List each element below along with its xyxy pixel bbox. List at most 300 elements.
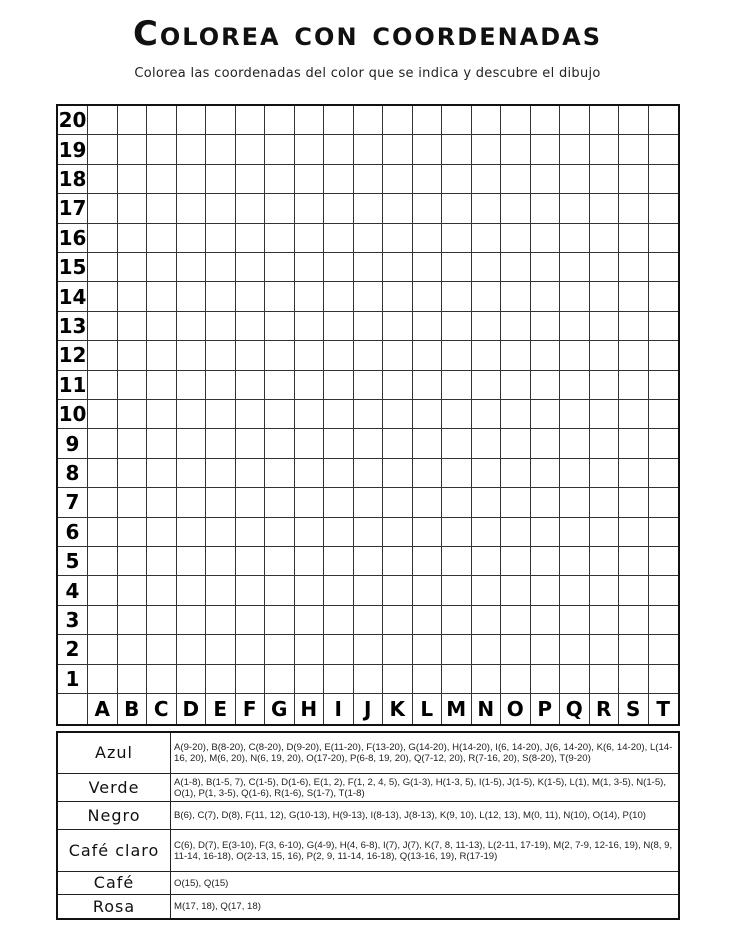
grid-cell[interactable] [619, 488, 649, 517]
grid-cell[interactable] [413, 253, 443, 282]
grid-cell[interactable] [590, 224, 620, 253]
grid-cell[interactable] [206, 635, 236, 664]
grid-cell[interactable] [295, 518, 325, 547]
grid-cell[interactable] [619, 518, 649, 547]
grid-cell[interactable] [560, 665, 590, 694]
grid-cell[interactable] [177, 224, 207, 253]
grid-cell[interactable] [590, 253, 620, 282]
grid-cell[interactable] [413, 606, 443, 635]
grid-cell[interactable] [118, 518, 148, 547]
grid-cell[interactable] [590, 400, 620, 429]
grid-cell[interactable] [118, 106, 148, 135]
grid-cell[interactable] [177, 165, 207, 194]
grid-cell[interactable] [177, 429, 207, 458]
grid-cell[interactable] [649, 635, 679, 664]
grid-cell[interactable] [472, 576, 502, 605]
grid-cell[interactable] [88, 312, 118, 341]
grid-cell[interactable] [88, 488, 118, 517]
grid-cell[interactable] [88, 165, 118, 194]
grid-cell[interactable] [531, 576, 561, 605]
grid-cell[interactable] [531, 165, 561, 194]
grid-cell[interactable] [265, 488, 295, 517]
grid-cell[interactable] [206, 459, 236, 488]
grid-cell[interactable] [236, 312, 266, 341]
grid-cell[interactable] [354, 518, 384, 547]
grid-cell[interactable] [236, 165, 266, 194]
grid-cell[interactable] [236, 459, 266, 488]
grid-cell[interactable] [147, 282, 177, 311]
grid-cell[interactable] [177, 312, 207, 341]
grid-cell[interactable] [354, 488, 384, 517]
grid-cell[interactable] [147, 194, 177, 223]
grid-cell[interactable] [354, 371, 384, 400]
grid-cell[interactable] [442, 429, 472, 458]
grid-cell[interactable] [413, 547, 443, 576]
grid-cell[interactable] [413, 224, 443, 253]
grid-cell[interactable] [177, 576, 207, 605]
grid-cell[interactable] [236, 547, 266, 576]
grid-cell[interactable] [324, 371, 354, 400]
grid-cell[interactable] [265, 165, 295, 194]
grid-cell[interactable] [324, 635, 354, 664]
grid-cell[interactable] [590, 135, 620, 164]
grid-cell[interactable] [560, 400, 590, 429]
grid-cell[interactable] [619, 665, 649, 694]
grid-cell[interactable] [501, 518, 531, 547]
grid-cell[interactable] [383, 547, 413, 576]
grid-cell[interactable] [265, 665, 295, 694]
grid-cell[interactable] [442, 106, 472, 135]
grid-cell[interactable] [206, 253, 236, 282]
grid-cell[interactable] [265, 459, 295, 488]
grid-cell[interactable] [472, 165, 502, 194]
grid-cell[interactable] [590, 341, 620, 370]
grid-cell[interactable] [324, 665, 354, 694]
grid-cell[interactable] [649, 547, 679, 576]
grid-cell[interactable] [88, 459, 118, 488]
grid-cell[interactable] [324, 194, 354, 223]
grid-cell[interactable] [442, 135, 472, 164]
grid-cell[interactable] [442, 518, 472, 547]
grid-cell[interactable] [590, 665, 620, 694]
grid-cell[interactable] [531, 282, 561, 311]
grid-cell[interactable] [649, 518, 679, 547]
grid-cell[interactable] [619, 165, 649, 194]
grid-cell[interactable] [354, 576, 384, 605]
grid-cell[interactable] [649, 606, 679, 635]
grid-cell[interactable] [118, 282, 148, 311]
grid-cell[interactable] [560, 106, 590, 135]
grid-cell[interactable] [383, 194, 413, 223]
grid-cell[interactable] [442, 194, 472, 223]
grid-cell[interactable] [147, 547, 177, 576]
grid-cell[interactable] [354, 312, 384, 341]
grid-cell[interactable] [177, 135, 207, 164]
grid-cell[interactable] [236, 488, 266, 517]
grid-cell[interactable] [295, 459, 325, 488]
grid-cell[interactable] [383, 665, 413, 694]
grid-cell[interactable] [619, 194, 649, 223]
grid-cell[interactable] [147, 518, 177, 547]
grid-cell[interactable] [649, 371, 679, 400]
grid-cell[interactable] [560, 371, 590, 400]
grid-cell[interactable] [531, 429, 561, 458]
grid-cell[interactable] [206, 194, 236, 223]
grid-cell[interactable] [295, 400, 325, 429]
grid-cell[interactable] [295, 576, 325, 605]
grid-cell[interactable] [236, 135, 266, 164]
grid-cell[interactable] [531, 135, 561, 164]
grid-cell[interactable] [619, 547, 649, 576]
grid-cell[interactable] [295, 665, 325, 694]
grid-cell[interactable] [383, 224, 413, 253]
grid-cell[interactable] [619, 635, 649, 664]
grid-cell[interactable] [177, 635, 207, 664]
grid-cell[interactable] [147, 488, 177, 517]
grid-cell[interactable] [501, 194, 531, 223]
grid-cell[interactable] [501, 165, 531, 194]
grid-cell[interactable] [147, 665, 177, 694]
grid-cell[interactable] [383, 400, 413, 429]
grid-cell[interactable] [413, 371, 443, 400]
grid-cell[interactable] [501, 665, 531, 694]
grid-cell[interactable] [295, 429, 325, 458]
grid-cell[interactable] [118, 135, 148, 164]
grid-cell[interactable] [206, 547, 236, 576]
grid-cell[interactable] [354, 429, 384, 458]
grid-cell[interactable] [236, 371, 266, 400]
grid-cell[interactable] [324, 488, 354, 517]
grid-cell[interactable] [442, 165, 472, 194]
grid-cell[interactable] [619, 282, 649, 311]
grid-cell[interactable] [442, 341, 472, 370]
grid-cell[interactable] [619, 400, 649, 429]
grid-cell[interactable] [177, 282, 207, 311]
grid-cell[interactable] [265, 341, 295, 370]
grid-cell[interactable] [295, 224, 325, 253]
grid-cell[interactable] [177, 488, 207, 517]
grid-cell[interactable] [177, 341, 207, 370]
grid-cell[interactable] [265, 400, 295, 429]
grid-cell[interactable] [147, 135, 177, 164]
grid-cell[interactable] [531, 224, 561, 253]
grid-cell[interactable] [531, 606, 561, 635]
grid-cell[interactable] [383, 606, 413, 635]
grid-cell[interactable] [649, 135, 679, 164]
grid-cell[interactable] [206, 606, 236, 635]
grid-cell[interactable] [649, 459, 679, 488]
grid-cell[interactable] [118, 429, 148, 458]
grid-cell[interactable] [472, 224, 502, 253]
grid-cell[interactable] [649, 194, 679, 223]
grid-cell[interactable] [649, 253, 679, 282]
grid-cell[interactable] [501, 400, 531, 429]
grid-cell[interactable] [560, 282, 590, 311]
grid-cell[interactable] [354, 106, 384, 135]
grid-cell[interactable] [531, 194, 561, 223]
grid-cell[interactable] [442, 547, 472, 576]
grid-cell[interactable] [501, 341, 531, 370]
grid-cell[interactable] [531, 488, 561, 517]
grid-cell[interactable] [147, 635, 177, 664]
grid-cell[interactable] [118, 253, 148, 282]
grid-cell[interactable] [88, 606, 118, 635]
grid-cell[interactable] [560, 165, 590, 194]
grid-cell[interactable] [383, 135, 413, 164]
grid-cell[interactable] [206, 312, 236, 341]
grid-cell[interactable] [531, 371, 561, 400]
grid-cell[interactable] [590, 312, 620, 341]
grid-cell[interactable] [147, 106, 177, 135]
grid-cell[interactable] [442, 635, 472, 664]
grid-cell[interactable] [619, 341, 649, 370]
grid-cell[interactable] [88, 194, 118, 223]
grid-cell[interactable] [560, 224, 590, 253]
grid-cell[interactable] [265, 135, 295, 164]
grid-cell[interactable] [147, 459, 177, 488]
grid-cell[interactable] [177, 400, 207, 429]
grid-cell[interactable] [324, 341, 354, 370]
grid-cell[interactable] [354, 547, 384, 576]
grid-cell[interactable] [501, 547, 531, 576]
grid-cell[interactable] [118, 341, 148, 370]
grid-cell[interactable] [590, 106, 620, 135]
grid-cell[interactable] [177, 547, 207, 576]
grid-cell[interactable] [619, 312, 649, 341]
grid-cell[interactable] [324, 312, 354, 341]
grid-cell[interactable] [265, 518, 295, 547]
grid-cell[interactable] [472, 459, 502, 488]
grid-cell[interactable] [265, 312, 295, 341]
grid-cell[interactable] [383, 576, 413, 605]
grid-cell[interactable] [442, 606, 472, 635]
grid-cell[interactable] [590, 576, 620, 605]
grid-cell[interactable] [501, 135, 531, 164]
grid-cell[interactable] [413, 312, 443, 341]
grid-cell[interactable] [354, 665, 384, 694]
grid-cell[interactable] [649, 106, 679, 135]
grid-cell[interactable] [118, 606, 148, 635]
grid-cell[interactable] [354, 165, 384, 194]
grid-cell[interactable] [206, 488, 236, 517]
grid-cell[interactable] [265, 224, 295, 253]
grid-cell[interactable] [590, 429, 620, 458]
grid-cell[interactable] [88, 135, 118, 164]
grid-cell[interactable] [265, 282, 295, 311]
grid-cell[interactable] [472, 665, 502, 694]
grid-cell[interactable] [413, 635, 443, 664]
grid-cell[interactable] [619, 429, 649, 458]
grid-cell[interactable] [383, 312, 413, 341]
grid-cell[interactable] [619, 459, 649, 488]
grid-cell[interactable] [295, 194, 325, 223]
grid-cell[interactable] [354, 606, 384, 635]
grid-cell[interactable] [236, 106, 266, 135]
grid-cell[interactable] [295, 371, 325, 400]
grid-cell[interactable] [501, 312, 531, 341]
grid-cell[interactable] [649, 429, 679, 458]
grid-cell[interactable] [560, 341, 590, 370]
grid-cell[interactable] [88, 371, 118, 400]
grid-cell[interactable] [265, 371, 295, 400]
grid-cell[interactable] [472, 282, 502, 311]
grid-cell[interactable] [147, 400, 177, 429]
grid-cell[interactable] [206, 341, 236, 370]
grid-cell[interactable] [206, 282, 236, 311]
grid-cell[interactable] [649, 488, 679, 517]
grid-cell[interactable] [383, 371, 413, 400]
grid-cell[interactable] [265, 253, 295, 282]
grid-cell[interactable] [560, 547, 590, 576]
grid-cell[interactable] [295, 341, 325, 370]
grid-cell[interactable] [206, 518, 236, 547]
grid-cell[interactable] [118, 547, 148, 576]
grid-cell[interactable] [649, 165, 679, 194]
grid-cell[interactable] [147, 312, 177, 341]
grid-cell[interactable] [413, 518, 443, 547]
grid-cell[interactable] [236, 282, 266, 311]
grid-cell[interactable] [118, 400, 148, 429]
grid-cell[interactable] [560, 194, 590, 223]
grid-cell[interactable] [383, 106, 413, 135]
grid-cell[interactable] [147, 341, 177, 370]
grid-cell[interactable] [206, 224, 236, 253]
grid-cell[interactable] [531, 459, 561, 488]
grid-cell[interactable] [619, 224, 649, 253]
grid-cell[interactable] [383, 488, 413, 517]
grid-cell[interactable] [295, 488, 325, 517]
grid-cell[interactable] [383, 635, 413, 664]
grid-cell[interactable] [472, 341, 502, 370]
grid-cell[interactable] [206, 135, 236, 164]
grid-cell[interactable] [590, 547, 620, 576]
grid-cell[interactable] [118, 665, 148, 694]
grid-cell[interactable] [590, 488, 620, 517]
grid-cell[interactable] [501, 576, 531, 605]
grid-cell[interactable] [619, 253, 649, 282]
grid-cell[interactable] [560, 253, 590, 282]
grid-cell[interactable] [324, 400, 354, 429]
grid-cell[interactable] [472, 106, 502, 135]
grid-cell[interactable] [147, 253, 177, 282]
grid-cell[interactable] [324, 282, 354, 311]
grid-cell[interactable] [236, 194, 266, 223]
grid-cell[interactable] [177, 253, 207, 282]
grid-cell[interactable] [147, 224, 177, 253]
grid-cell[interactable] [501, 606, 531, 635]
grid-cell[interactable] [265, 429, 295, 458]
grid-cell[interactable] [531, 518, 561, 547]
grid-cell[interactable] [324, 106, 354, 135]
grid-cell[interactable] [590, 165, 620, 194]
grid-cell[interactable] [619, 576, 649, 605]
grid-cell[interactable] [649, 341, 679, 370]
grid-cell[interactable] [177, 606, 207, 635]
grid-cell[interactable] [560, 576, 590, 605]
grid-cell[interactable] [501, 488, 531, 517]
grid-cell[interactable] [649, 312, 679, 341]
grid-cell[interactable] [619, 135, 649, 164]
grid-cell[interactable] [531, 312, 561, 341]
grid-cell[interactable] [383, 165, 413, 194]
grid-cell[interactable] [560, 135, 590, 164]
grid-cell[interactable] [147, 429, 177, 458]
grid-cell[interactable] [383, 518, 413, 547]
grid-cell[interactable] [413, 194, 443, 223]
grid-cell[interactable] [560, 606, 590, 635]
grid-cell[interactable] [88, 547, 118, 576]
grid-cell[interactable] [324, 576, 354, 605]
grid-cell[interactable] [649, 665, 679, 694]
grid-cell[interactable] [472, 371, 502, 400]
grid-cell[interactable] [265, 194, 295, 223]
grid-cell[interactable] [324, 253, 354, 282]
grid-cell[interactable] [413, 576, 443, 605]
grid-cell[interactable] [442, 253, 472, 282]
grid-cell[interactable] [118, 312, 148, 341]
grid-cell[interactable] [413, 488, 443, 517]
grid-cell[interactable] [147, 165, 177, 194]
grid-cell[interactable] [118, 488, 148, 517]
grid-cell[interactable] [118, 224, 148, 253]
grid-cell[interactable] [531, 665, 561, 694]
grid-cell[interactable] [88, 253, 118, 282]
grid-cell[interactable] [413, 282, 443, 311]
grid-cell[interactable] [560, 429, 590, 458]
grid-cell[interactable] [206, 165, 236, 194]
grid-cell[interactable] [295, 253, 325, 282]
grid-cell[interactable] [354, 635, 384, 664]
grid-cell[interactable] [442, 282, 472, 311]
grid-cell[interactable] [442, 576, 472, 605]
grid-cell[interactable] [295, 606, 325, 635]
grid-cell[interactable] [354, 459, 384, 488]
grid-cell[interactable] [442, 665, 472, 694]
grid-cell[interactable] [619, 106, 649, 135]
grid-cell[interactable] [118, 371, 148, 400]
grid-cell[interactable] [413, 459, 443, 488]
grid-cell[interactable] [324, 165, 354, 194]
grid-cell[interactable] [560, 459, 590, 488]
grid-cell[interactable] [472, 429, 502, 458]
grid-cell[interactable] [206, 576, 236, 605]
grid-cell[interactable] [560, 518, 590, 547]
grid-cell[interactable] [531, 635, 561, 664]
grid-cell[interactable] [354, 400, 384, 429]
grid-cell[interactable] [590, 606, 620, 635]
grid-cell[interactable] [442, 400, 472, 429]
grid-cell[interactable] [472, 253, 502, 282]
grid-cell[interactable] [236, 400, 266, 429]
grid-cell[interactable] [324, 429, 354, 458]
grid-cell[interactable] [177, 665, 207, 694]
grid-cell[interactable] [442, 312, 472, 341]
grid-cell[interactable] [354, 253, 384, 282]
grid-cell[interactable] [354, 224, 384, 253]
grid-cell[interactable] [265, 547, 295, 576]
grid-cell[interactable] [383, 253, 413, 282]
grid-cell[interactable] [118, 576, 148, 605]
grid-cell[interactable] [324, 518, 354, 547]
grid-cell[interactable] [295, 282, 325, 311]
grid-cell[interactable] [472, 135, 502, 164]
grid-cell[interactable] [147, 576, 177, 605]
grid-cell[interactable] [236, 253, 266, 282]
grid-cell[interactable] [295, 135, 325, 164]
grid-cell[interactable] [590, 371, 620, 400]
grid-cell[interactable] [236, 635, 266, 664]
grid-cell[interactable] [413, 400, 443, 429]
